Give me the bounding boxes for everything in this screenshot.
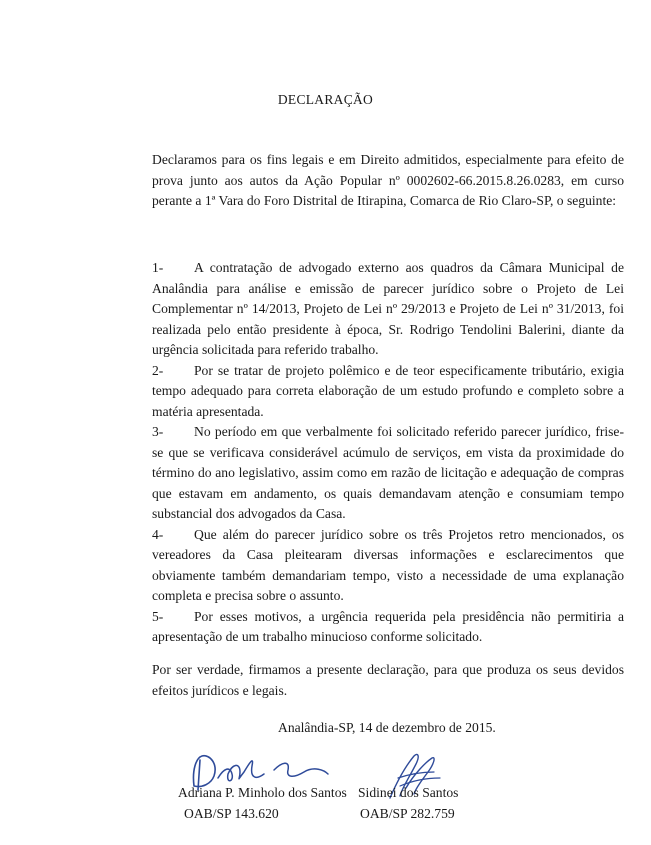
closing-paragraph: Por ser verdade, firmamos a presente declaração, para que produza os seus devidos efeitos jurídicos e legais.: [152, 662, 624, 698]
document-title: DECLARAÇÃO: [277, 92, 374, 107]
list-item: [152, 361, 624, 423]
signatory-right: [358, 782, 458, 824]
item-number: 3-: [152, 424, 164, 439]
items-list: [152, 258, 624, 648]
list-item: [152, 258, 624, 361]
item-number: 5-: [152, 608, 164, 624]
item-text: A contratação de advogado externo aos quadros da Câmara Municipal de Analândia para análise e emissão de parecer jurídico sobre o Projeto de Lei Complementar nº 14/2013, Projeto de Lei nº 29/2013 e Projeto de Lei nº 31/2013, foi realizada pelo então presidente à época, Sr. Rodrigo Tendolini Balerini, diante da urgência solicitada para referido trabalho.: [152, 260, 624, 357]
place-date: Analândia-SP, 14 de dezembro de 2015.: [278, 720, 496, 735]
item-number: 4-: [152, 526, 164, 542]
signatory-name: Adriana P. Minholo dos Santos: [178, 785, 347, 800]
item-text: Por se tratar de projeto polêmico e de teor especificamente tributário, exigia tempo adequado para correta elaboração de um estudo profundo e completo sobre a matéria apresentada.: [152, 362, 624, 419]
list-item: [152, 422, 624, 525]
item-text: No período em que verbalmente foi solicitado referido parecer jurídico, frise-se que se verificava considerável acúmulo de serviços, em vista da proximidade do término do ano legislativo, assim como em razão de licitação e adequação de compras que estavam em andamento, os quais demandavam atenção e consumiam tempo substancial dos advogados da Casa.: [152, 424, 624, 521]
list-item: [152, 607, 624, 648]
item-text: Por esses motivos, a urgência requerida pela presidência não permitiria a apresentação de um trabalho minucioso conforme solicitado.: [152, 608, 624, 644]
list-item: [152, 525, 624, 607]
signatory-oab: OAB/SP 282.759: [360, 806, 455, 821]
signatory-name: Sidinei dos Santos: [358, 785, 459, 800]
item-number: 2-: [152, 362, 164, 378]
signatory-oab: OAB/SP 143.620: [184, 806, 279, 821]
intro-paragraph: Declaramos para os fins legais e em Direito admitidos, especialmente para efeito de prova junto aos autos da Ação Popular nº 0002602-66.2015.8.26.0283, em curso perante a 1ª Vara do Foro Distrital de Itirapina, Comarca de Rio Claro-SP, o seguinte:: [152, 152, 624, 208]
signatory-left: [178, 782, 347, 824]
item-number: 1-: [152, 260, 164, 275]
item-text: Que além do parecer jurídico sobre os três Projetos retro mencionados, os vereadores da Casa pleitearam diversas informações e esclarecimentos que obviamente também demandariam tempo, visto a necessidade de uma explanação completa e precisa sobre o assunto.: [152, 526, 624, 603]
